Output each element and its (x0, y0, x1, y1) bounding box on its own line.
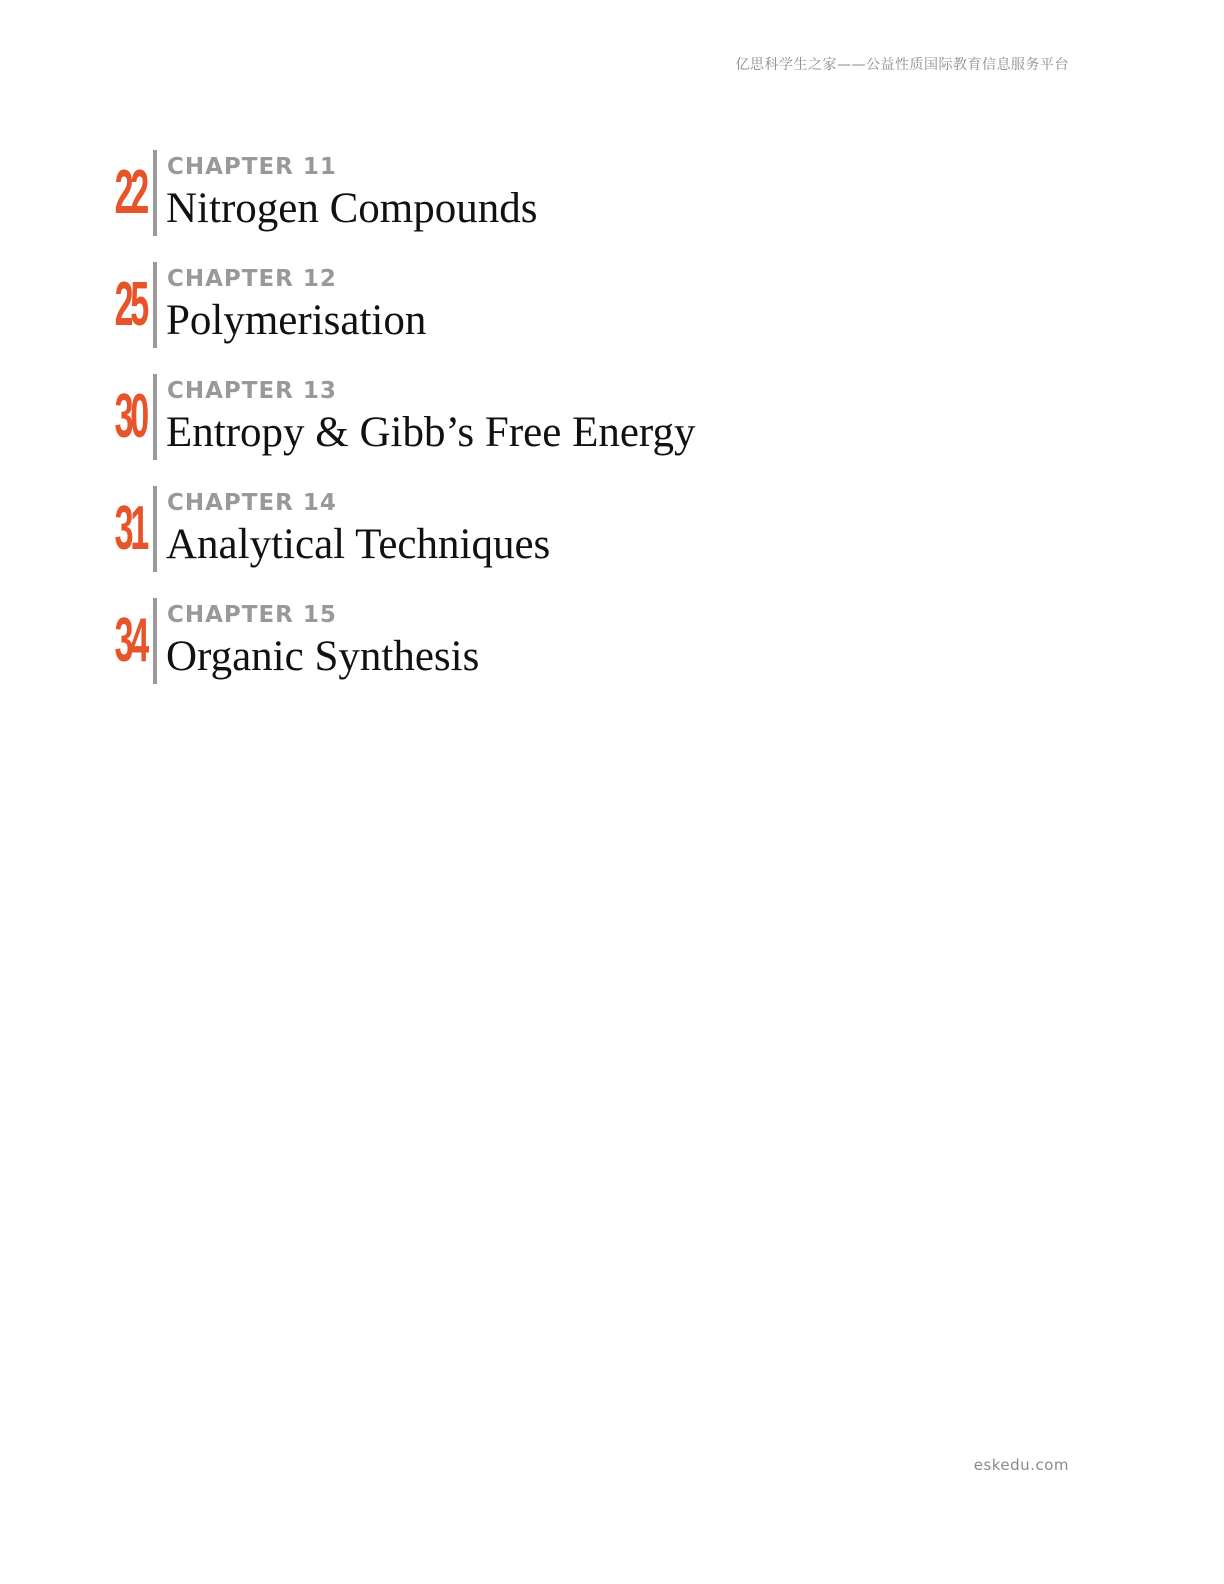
page-number: 22 (114, 158, 146, 227)
chapter-title[interactable]: Organic Synthesis (166, 633, 480, 680)
toc-entry-chapter-12[interactable] (0, 262, 900, 348)
chapter-title[interactable]: Analytical Techniques (166, 521, 551, 568)
divider (153, 486, 157, 572)
divider (153, 374, 157, 460)
chapter-label: CHAPTER 14 (167, 490, 337, 516)
page-number: 30 (114, 382, 146, 451)
chapter-title[interactable]: Entropy & Gibb’s Free Energy (166, 409, 696, 456)
chapter-label: CHAPTER 11 (167, 154, 337, 180)
toc-entry-chapter-13[interactable] (0, 374, 900, 460)
header-watermark: 亿思科学生之家——公益性质国际教育信息服务平台 (735, 57, 1069, 73)
toc-entry-chapter-14[interactable] (0, 486, 900, 572)
footer-website: eskedu.com (973, 1456, 1069, 1474)
chapter-title[interactable]: Polymerisation (166, 297, 427, 344)
page-number: 31 (114, 494, 146, 563)
chapter-label: CHAPTER 15 (167, 602, 337, 628)
toc-entry-chapter-15[interactable] (0, 598, 900, 684)
divider (153, 262, 157, 348)
toc-entry-chapter-11[interactable] (0, 150, 900, 236)
chapter-label: CHAPTER 13 (167, 378, 337, 404)
chapter-title[interactable]: Nitrogen Compounds (166, 185, 538, 232)
divider (153, 598, 157, 684)
page-number: 25 (114, 270, 146, 339)
chapter-label: CHAPTER 12 (167, 266, 337, 292)
page-number: 34 (114, 606, 146, 675)
divider (153, 150, 157, 236)
